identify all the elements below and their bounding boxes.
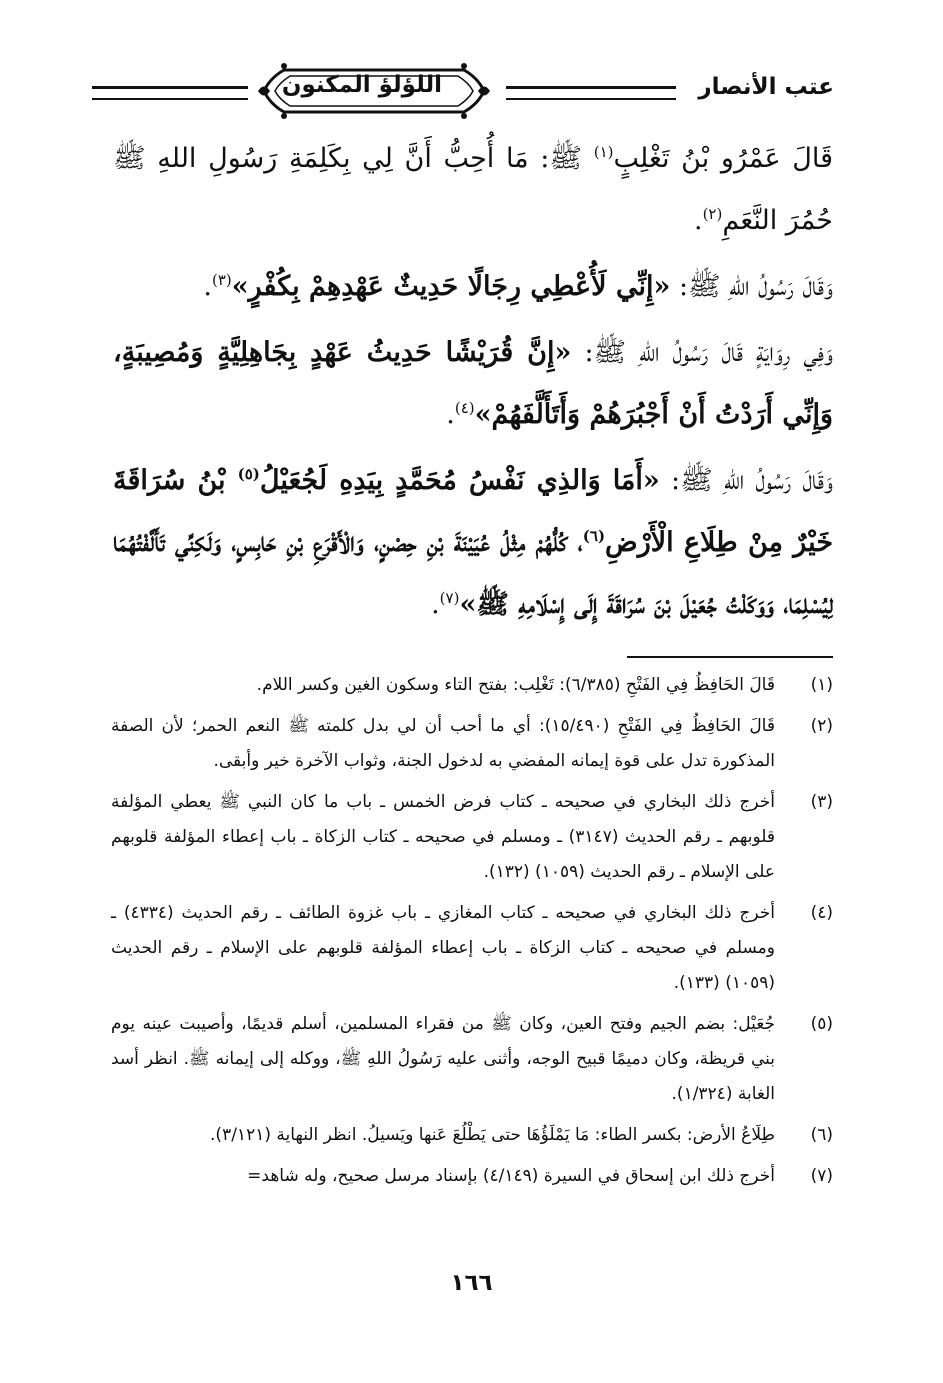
hadith-quote: «أَمَا وَالذِي نَفْسُ مُحَمَّدٍ بِيَدِهِ لَجُعَيْلُ$^{(٥)}$ بْنُ سُرَاقَةَ خَيْرٌ مِنْ طِلَاعِ الْأَرْضِ$^{(٦)}$، كُلُّهُمْ مِثْلُ عُيَيْنَةَ بْنِ حِصْنٍ، وَالْأَقْرَعِ بْنِ حَابِسٍ، وَلَكِنِّي تَأَلَّفْتُهُمَا لِيُسْلِمَا، وَوَكَلْتُ جُعَيْلَ بْنَ سُرَاقَةَ إِلَى إِسْلَامِهِ ﷺ» bbox=[113, 465, 834, 620]
footnote-2: (٢) قَالَ الحَافِظُ فِي الفَتْحِ (١٥/٤٩٠): أي ما أحب أن لي بدل كلمته ﷺ النعم الحمر؛ لأن الصفة المذكورة تدل على قوة إيمانه المفضي به لدخول الجنة، وثواب الآخرة خير وأبقى. bbox=[111, 716, 833, 771]
book-title: اللؤلؤ المكنون bbox=[281, 72, 442, 98]
footnote-6: (٦) طِلَاعُ الأرض: بكسر الطاء: مَا يَمْلَؤُهَا حتى يَطْلُعَ عَنها ويَسيلُ. انظر النهاية (٣/١٢١). bbox=[210, 1125, 833, 1145]
section-title: عتب الأنصار bbox=[698, 74, 834, 100]
footnotes bbox=[111, 668, 833, 1200]
footnote-5: (٥) جُعَيْل: بضم الجيم وفتح العين، وكان ﷺ من فقراء المسلمين، أسلم قديمًا، وأصيبت عينه يوم بني قريظة، وكان دميمًا قبيح الوجه، وأثنى عليه رَسُولُ اللهِ ﷺ، ووكله إلى إيمانه ﷺ. انظر أسد الغابة (١/٣٢٤). bbox=[111, 1014, 833, 1104]
paragraph-2: وَقَالَ رَسُولُ اللهِ ﷺ: «إِنِّي لَأُعْطِي رِجَالًا حَدِيثٌ عَهْدِهِمْ بِكُفْرٍ»$^{(٣)}$. bbox=[203, 271, 833, 302]
hadith-quote: «إِنَّ قُرَيْشًا حَدِيثُ عَهْدٍ بِجَاهِلِيَّةٍ وَمُصِيبَةٍ، وَإِنِّي أَرَدْتُ أَنْ أَجْبُرَهُمْ وَأَتَأَلَّفَهُمْ» bbox=[113, 337, 833, 430]
header-rule-left bbox=[92, 86, 248, 100]
footnote-ref: (٤) bbox=[454, 399, 475, 417]
header-rule-right bbox=[506, 86, 676, 100]
footnote-ref: (٧) bbox=[439, 589, 460, 607]
page-number: ١٦٦ bbox=[450, 1270, 493, 1296]
footnote-separator bbox=[627, 656, 833, 658]
paragraph-3: وَفِي رِوَايَةٍ قَالَ رَسُولُ اللهِ ﷺ: «إِنَّ قُرَيْشًا حَدِيثُ عَهْدٍ بِجَاهِلِيَّةٍ وَمُصِيبَةٍ، وَإِنِّي أَرَدْتُ أَنْ أَجْبُرَهُمْ وَأَتَأَلَّفَهُمْ»$^{(٤)}$. bbox=[113, 337, 833, 430]
footnote-3: (٣) أخرج ذلك البخاري في صحيحه ـ كتاب فرض الخمس ـ باب ما كان النبي ﷺ يعطي المؤلفة قلوبهم ـ رقم الحديث (٣١٤٧) ـ ومسلم في صحيحه ـ كتاب الزكاة ـ باب إعطاء المؤلفة قلوبهم على الإسلام ـ رقم الحديث (١٠٥٩) (١٣٢). bbox=[111, 792, 833, 882]
paragraph-4: وَقَالَ رَسُولُ اللهِ ﷺ: «أَمَا وَالذِي نَفْسُ مُحَمَّدٍ بِيَدِهِ لَجُعَيْلُ$^{(٥)}$ بْنُ سُرَاقَةَ خَيْرٌ مِنْ طِلَاعِ الْأَرْضِ$^{(٦)}$، كُلُّهُمْ مِثْلُ عُيَيْنَةَ بْنِ حِصْنٍ، وَالْأَقْرَعِ بْنِ حَابِسٍ، وَلَكِنِّي تَأَلَّفْتُهُمَا لِيُسْلِمَا، وَوَكَلْتُ جُعَيْلَ بْنَ سُرَاقَةَ إِلَى إِسْلَامِهِ ﷺ»$^{(٧)}$. bbox=[113, 465, 834, 620]
paragraph-1: قَالَ عَمْرُو بْنُ تَغْلِبٍ$^{(١)}$ ﷺ: مَا أُحِبُّ أَنَّ لِي بِكَلِمَةِ رَسُولِ اللهِ ﷺ حُمُرَ النَّعَمِ$^{(٢)}$. bbox=[113, 143, 833, 236]
footnote-ref: (٢) bbox=[702, 205, 723, 223]
footnote-ref: (٦) bbox=[582, 527, 606, 545]
hadith-quote: «إِنِّي لَأُعْطِي رِجَالًا حَدِيثٌ عَهْدِهِمْ بِكُفْرٍ» bbox=[231, 271, 671, 302]
footnote-4: (٤) أخرج ذلك البخاري في صحيحه ـ كتاب المغازي ـ باب غزوة الطائف ـ رقم الحديث (٤٣٣٤) ـ ومسلم في صحيحه ـ كتاب الزكاة ـ باب إعطاء المؤلفة قلوبهم على الإسلام ـ رقم الحديث (١٠٥٩) (١٣٣). bbox=[111, 903, 833, 993]
footnote-ref: (١) bbox=[593, 143, 614, 161]
footnote-1: (١) قَالَ الحَافِظُ فِي الفَتْحِ (٦/٣٨٥): تَغْلِب: بفتح التاء وسكون الغين وكسر اللام. bbox=[256, 675, 833, 695]
footnote-ref: (٣) bbox=[211, 271, 232, 289]
footnote-ref: (٥) bbox=[237, 465, 260, 483]
footnote-7: (٧) أخرج ذلك ابن إسحاق في السيرة (٤/١٤٩) بإسناد مرسل صحيح، وله شاهد= bbox=[247, 1166, 833, 1186]
main-text bbox=[113, 128, 833, 640]
running-header bbox=[92, 60, 834, 122]
book-title-cartouche bbox=[256, 60, 492, 122]
